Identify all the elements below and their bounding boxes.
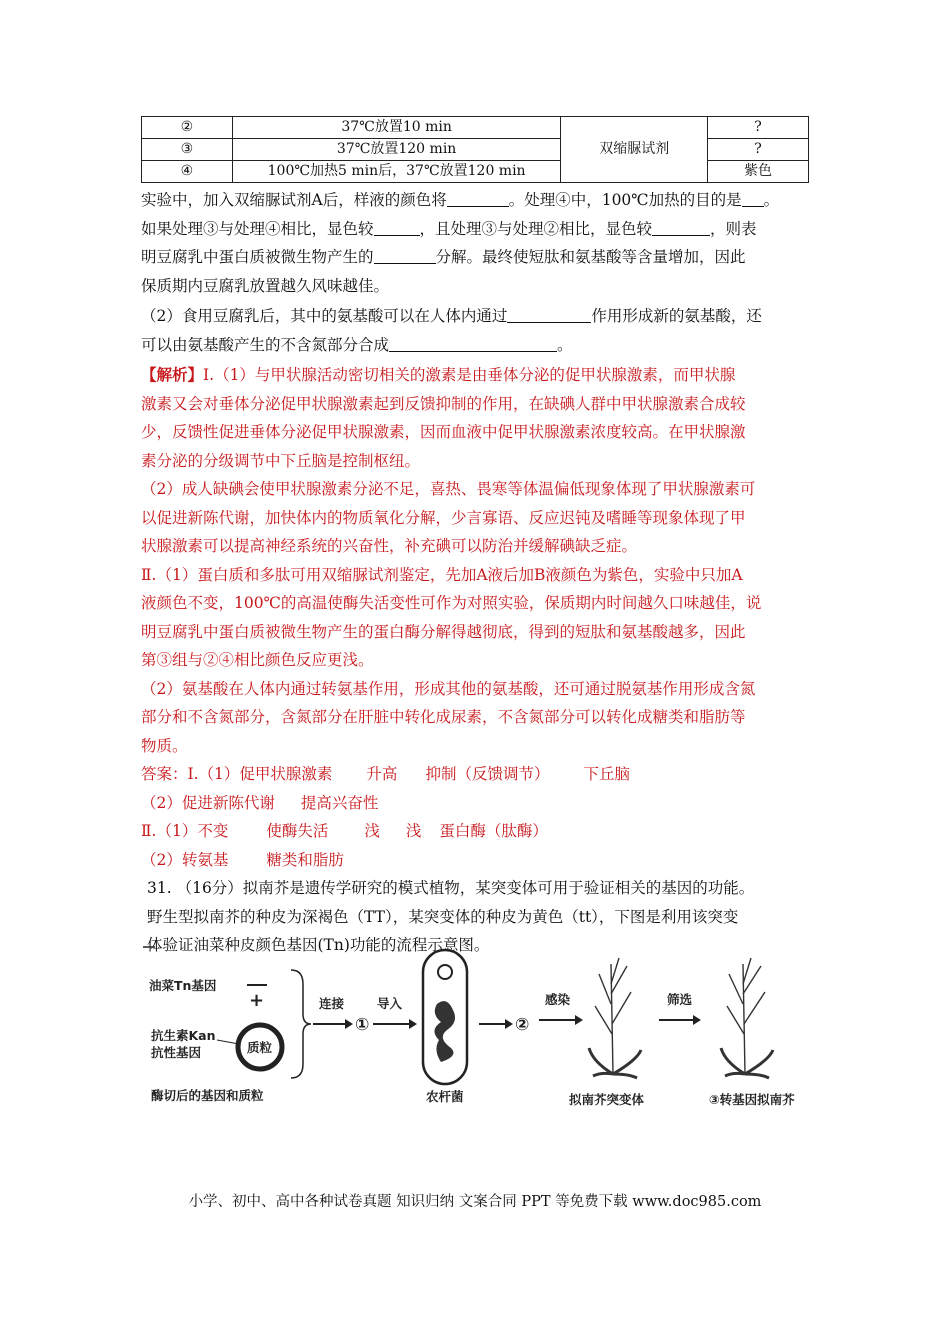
analysis-line: 少，反馈性促进垂体分泌促甲状腺激素，因而血液中促甲状腺激素浓度较高。在甲状腺激 — [141, 423, 746, 441]
row-result: ? — [708, 117, 809, 139]
answer-blank — [374, 219, 420, 236]
text: 升高 — [366, 765, 398, 783]
row-id: ② — [142, 117, 233, 139]
answer-line — [141, 846, 813, 875]
num1-label: ① — [355, 1015, 370, 1035]
answer-blank — [374, 247, 436, 264]
text: Ⅱ.（1）不变 — [141, 822, 229, 840]
dna-icon — [434, 1001, 455, 1062]
question-line: 保质期内豆腐乳放置越久风味越佳。 — [141, 276, 390, 295]
q31-line: 野生型拟南芥的种皮为深褐色（TT），某突变体的种皮为黄色（tt），下图是利用该突变 — [147, 907, 739, 926]
analysis-line — [141, 361, 813, 390]
text: 浅 — [405, 822, 422, 840]
row-id: ④ — [142, 161, 233, 183]
text: 。 — [763, 191, 780, 209]
brace-icon — [291, 970, 311, 1078]
analysis-line: 物质。 — [141, 736, 188, 755]
text: 下丘脑 — [583, 765, 630, 783]
table-row — [142, 139, 809, 161]
answer-blank — [652, 219, 710, 236]
plant-icon — [589, 958, 641, 1078]
experiment-table — [141, 116, 809, 183]
text: 作用形成新的氨基酸，还 — [591, 307, 762, 325]
q31-line: 31. （16分）拟南芥是遗传学研究的模式植物，某突变体可用于验证相关的基因的功能。 — [147, 879, 755, 897]
text: 实验中，加入双缩脲试剂A后，样液的颜色将 — [141, 191, 447, 209]
question-line — [141, 243, 813, 272]
kan-label-1: 抗生素Kan — [151, 1028, 216, 1043]
text: 明豆腐乳中蛋白质被微生物产生的 — [141, 248, 374, 266]
analysis-line: 部分和不含氮部分，含氮部分在肝脏中转化成尿素，不含氮部分可以转化成糖类和脂肪等 — [141, 708, 746, 726]
reagent-cell: 双缩脲试剂 — [561, 117, 708, 183]
analysis-line: 状腺激素可以提高神经系统的兴奋性，补充碘可以防治并缓解碘缺乏症。 — [141, 537, 638, 555]
analysis-line: 激素又会对垂体分泌促甲状腺激素起到反馈抑制的作用，在缺碘人群中甲状腺激素合成较 — [141, 394, 746, 413]
mutant-label: 拟南芥突变体 — [569, 1092, 645, 1107]
answer-line — [141, 789, 813, 818]
kan-label-2: 抗性基因 — [151, 1045, 202, 1060]
step2-label: 导入 — [377, 996, 403, 1011]
answer-blank — [742, 190, 764, 207]
row-result: 紫色 — [708, 161, 809, 183]
answer-blank — [389, 335, 557, 352]
text: ，则表 — [710, 219, 757, 238]
text: Ⅰ.（1）与甲状腺活动密切相关的激素是由垂体分泌的促甲状腺激素，而甲状腺 — [203, 366, 736, 384]
text: （2）促进新陈代谢 — [141, 793, 275, 812]
step4-label: 筛选 — [667, 992, 693, 1007]
plant-icon — [721, 958, 773, 1078]
text: 分解。最终使短肽和氨基酸等含量增加，因此 — [435, 248, 746, 266]
arrow-head-icon — [409, 1019, 417, 1029]
text: 答案：Ⅰ.（1）促甲状腺激素 — [141, 765, 333, 783]
question-line — [141, 186, 813, 215]
step3-label: 感染 — [545, 992, 571, 1007]
text: （2）转氨基 — [141, 850, 229, 869]
text: 抑制（反馈调节） — [425, 765, 550, 783]
analysis-section — [141, 361, 813, 874]
analysis-line: 明豆腐乳中蛋白质被微生物产生的蛋白酶分解得越彻底，得到的短肽和氨基酸越多，因此 — [141, 622, 746, 641]
plasmid-small-icon — [438, 965, 452, 979]
table-row — [142, 161, 809, 183]
plasmid-label: 质粒 — [247, 1040, 273, 1055]
text: 蛋白酶（肽酶） — [439, 822, 548, 840]
row-result: ? — [708, 139, 809, 161]
plus-sign: + — [249, 990, 265, 1011]
text: 提高兴奋性 — [300, 793, 379, 812]
transgenic-label: ③转基因拟南芥 — [709, 1092, 795, 1107]
row-treatment: 37℃放置120 min — [232, 139, 561, 161]
gene-label: 油菜Tn基因 — [149, 978, 217, 993]
text: 。处理④中，100℃加热的目的是 — [508, 191, 742, 209]
text: ，且处理③与处理②相比，显色较 — [419, 219, 653, 238]
bottom-left-label: 酶切后的基因和质粒 — [151, 1088, 264, 1103]
arrow-head-icon — [575, 1015, 583, 1025]
analysis-line: （2）成人缺碘会使甲状腺激素分泌不足，喜热、畏寒等体温偏低现象体现了甲状腺激素可 — [141, 480, 756, 498]
footer: 小学、初中、高中各种试卷真题 知识归纳 文案合同 PPT 等免费下载 www.doc985.com — [188, 1194, 762, 1210]
q31-line: 体验证油菜种皮颜色基因(Tn)功能的流程示意图。 — [147, 936, 490, 954]
analysis-line: 素分泌的分级调节中下丘脑是控制枢纽。 — [141, 451, 421, 470]
arrow-head-icon — [693, 1015, 701, 1025]
arrow-head-icon — [345, 1019, 353, 1029]
analysis-line: 液颜色不变，100℃的高温使酶失活变性可作为对照实验，保质期内时间越久口味越佳，说 — [141, 594, 762, 612]
text: 如果处理③与处理④相比，显色较 — [141, 219, 374, 238]
step1-label: 连接 — [319, 996, 345, 1011]
row-id: ③ — [142, 139, 233, 161]
analysis-line: 第③组与②④相比颜色反应更浅。 — [141, 651, 374, 669]
text: 使酶失活 — [266, 822, 329, 840]
flow-diagram — [141, 944, 811, 1124]
analysis-line: （2）氨基酸在人体内通过转氨基作用，形成其他的氨基酸，还可通过脱氨基作用形成含氮 — [141, 679, 756, 698]
answer-blank — [447, 190, 509, 207]
question-text — [141, 186, 813, 960]
question-line — [141, 302, 813, 331]
agro-label: 农杆菌 — [426, 1089, 464, 1104]
answer-line — [141, 817, 813, 846]
analysis-tag: 【解析】 — [141, 365, 204, 384]
answer-blank — [507, 306, 591, 323]
num2-label: ② — [515, 1015, 530, 1035]
table-row — [142, 117, 809, 139]
text: 可以由氨基酸产生的不含氮部分合成 — [141, 335, 390, 354]
text: 。 — [557, 335, 573, 354]
text: 糖类和脂肪 — [266, 850, 344, 869]
analysis-line: 以促进新陈代谢，加快体内的物质氧化分解，少言寡语、反应迟钝及嗜睡等现象体现了甲 — [141, 508, 746, 527]
row-treatment: 37℃放置10 min — [232, 117, 561, 139]
answer-line — [141, 760, 813, 789]
row-treatment: 100℃加热5 min后，37℃放置120 min — [232, 161, 561, 183]
text: （2）食用豆腐乳后，其中的氨基酸可以在人体内通过 — [141, 307, 508, 325]
pointer-line — [217, 1040, 239, 1044]
text: 浅 — [364, 822, 380, 840]
arrow-head-icon — [505, 1019, 513, 1029]
question-line — [141, 331, 813, 360]
question-line — [141, 215, 813, 244]
analysis-line: Ⅱ.（1）蛋白质和多肽可用双缩脲试剂鉴定，先加A液后加B液颜色为紫色，实验中只加A — [141, 565, 743, 584]
